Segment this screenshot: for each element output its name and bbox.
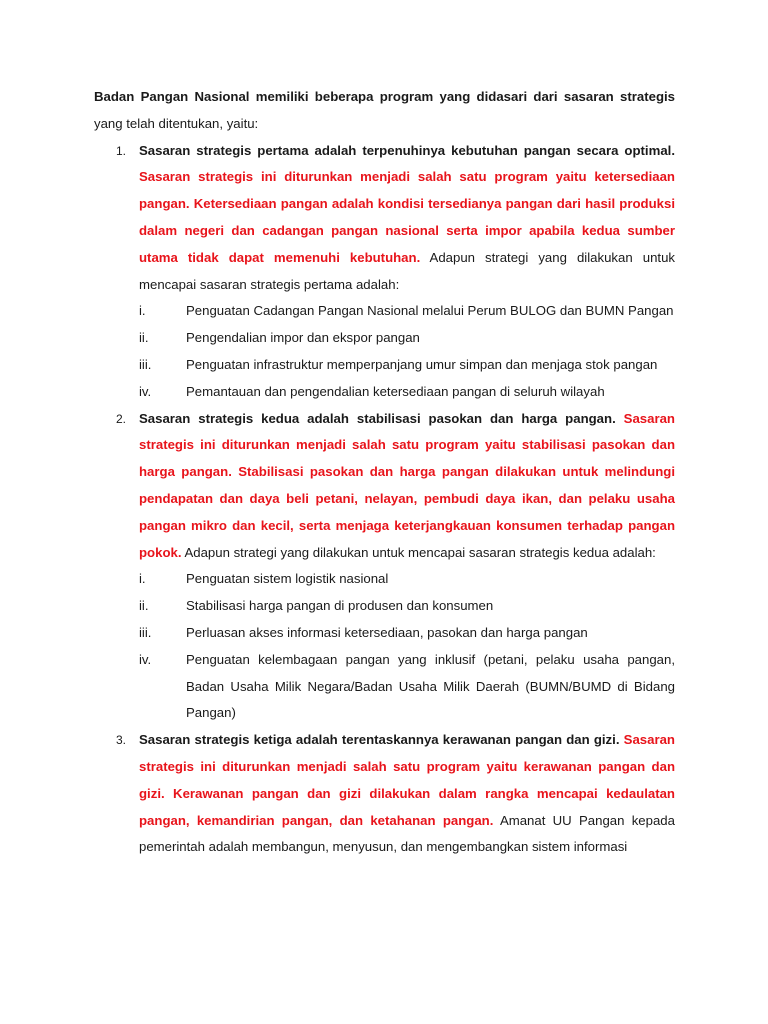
sublist-number: ii. <box>139 330 149 346</box>
sublist-number: iii. <box>139 624 152 640</box>
document-body <box>94 84 675 861</box>
list-number: 1. <box>116 143 127 158</box>
item-plain: Amanat UU Pangan kepada pemerintah adalah membangun, menyusun, dan mengembangkan sistem informasi <box>139 812 675 855</box>
sublist-text: Penguatan Cadangan Pangan Nasional melalui Perum BULOG dan BUMN Pangan <box>186 303 674 319</box>
sublist-text: Penguatan kelembagaan pangan yang inklusif (petani, pelaku usaha pangan, Badan Usaha Milik Negara/Badan Usaha Milik Daerah (BUMN/BUMD di Bidang Pangan) <box>186 651 675 721</box>
list-item-3 <box>94 727 675 861</box>
list-number: 2. <box>116 411 127 426</box>
list-item-text <box>139 138 675 299</box>
intro-plain: yang telah ditentukan, yaitu: <box>94 115 259 131</box>
sublist-text: Penguatan infrastruktur memperpanjang umur simpan dan menjaga stok pangan <box>186 356 658 372</box>
item-bold: Sasaran strategis pertama adalah terpenuhinya kebutuhan pangan secara optimal. <box>139 142 675 158</box>
sublist-item <box>139 620 675 647</box>
item-red: Sasaran strategis ini diturunkan menjadi salah satu program yaitu stabilisasi pasokan dan harga pangan. Stabilisasi pasokan dan harga pangan dilakukan untuk melindungi pendapatan dan daya beli petani, nelayan, pembudi daya ikan, dan pelaku usaha pangan mikro dan kecil, serta menjaga keterjangkauan konsumen terhadap pangan pokok. <box>139 410 675 560</box>
sublist-item <box>139 298 675 325</box>
sublist-item <box>139 379 675 406</box>
list-item-1 <box>94 138 675 406</box>
item-plain: Adapun strategi yang dilakukan untuk mencapai sasaran strategis kedua adalah: <box>184 544 656 560</box>
sublist-item <box>139 325 675 352</box>
sublist-item <box>139 593 675 620</box>
sublist-number: i. <box>139 303 146 319</box>
list-item-text <box>139 406 675 567</box>
sublist-number: ii. <box>139 598 149 614</box>
sublist-item <box>139 647 675 727</box>
sublist-text: Penguatan sistem logistik nasional <box>186 571 389 587</box>
sublist-number: iii. <box>139 356 152 372</box>
sublist-number: iv. <box>139 383 152 399</box>
item-red: Sasaran strategis ini diturunkan menjadi salah satu program yaitu ketersediaan pangan. Ketersediaan pangan adalah kondisi tersedianya pangan dari hasil produksi dalam negeri dan cadangan pangan nasional serta impor apabila kedua sumber utama tidak dapat memenuhi kebutuhan. <box>139 169 675 265</box>
item-bold: Sasaran strategis ketiga adalah terentaskannya kerawanan pangan dan gizi. <box>139 732 620 748</box>
intro-paragraph <box>94 84 675 138</box>
item-plain: Adapun strategi yang dilakukan untuk mencapai sasaran strategis pertama adalah: <box>139 249 675 292</box>
list-item-text <box>139 727 675 861</box>
sublist-item <box>139 352 675 379</box>
sublist-number: iv. <box>139 651 152 667</box>
sublist-text: Pengendalian impor dan ekspor pangan <box>186 330 420 346</box>
item-bold: Sasaran strategis kedua adalah stabilisasi pasokan dan harga pangan. <box>139 410 616 426</box>
list-number: 3. <box>116 733 127 748</box>
sublist <box>139 298 675 405</box>
sublist-text: Perluasan akses informasi ketersediaan, pasokan dan harga pangan <box>186 624 588 640</box>
sublist-item <box>139 566 675 593</box>
list-item-2 <box>94 406 675 728</box>
intro-bold: Badan Pangan Nasional memiliki beberapa program yang didasari dari sasaran strategis <box>94 89 675 104</box>
sublist-number: i. <box>139 571 146 587</box>
sublist-text: Stabilisasi harga pangan di produsen dan konsumen <box>186 598 494 614</box>
sublist <box>139 566 675 727</box>
sublist-text: Pemantauan dan pengendalian ketersediaan pangan di seluruh wilayah <box>186 383 605 399</box>
item-red: Sasaran strategis ini diturunkan menjadi salah satu program yaitu kerawanan pangan dan gizi. Kerawanan pangan dan gizi dilakukan dalam rangka mencapai kedaulatan pangan, kemandirian pangan, dan ketahanan pangan. <box>139 732 675 828</box>
